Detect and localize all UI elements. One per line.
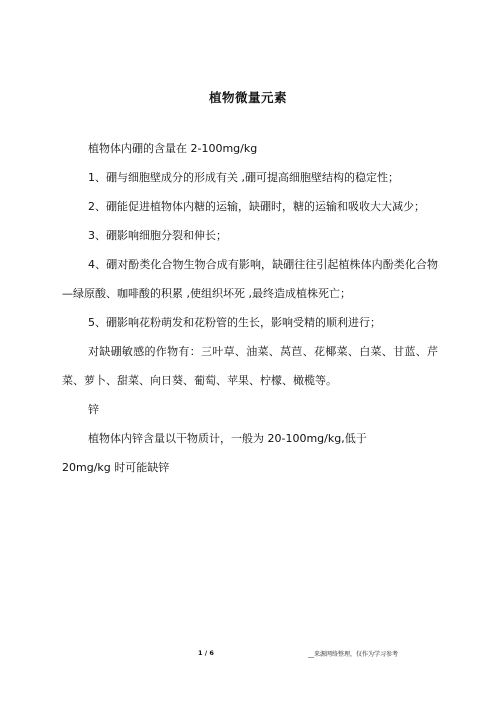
paragraph: 4、硼对酚类化合物生物合成有影响，缺硼往往引起植株体内酚类化合物—绿原酸、咖啡酸的积累 ,使组织坏死 ,最终造成植株死亡； bbox=[62, 258, 438, 300]
paragraph: 2、硼能促进植物体内糖的运输，缺硼时，糖的运输和吸收大大减少； bbox=[88, 200, 425, 213]
paragraph: 3、硼影响细胞分裂和伸长； bbox=[88, 229, 227, 242]
paragraph: 20mg/kg 时可能缺锌 bbox=[62, 461, 170, 474]
page-number: 1 / 6 bbox=[198, 649, 214, 657]
document-body bbox=[62, 134, 438, 482]
paragraph: 对缺硼敏感的作物有：三叶草、油菜、莴苣、花椰菜、白菜、甘蓝、芹菜、萝卜、甜菜、向日葵、葡萄、苹果、柠檬、橄榄等。 bbox=[62, 345, 438, 387]
document-title: 植物微量元素 bbox=[208, 90, 287, 105]
paragraph: 1、硼与细胞壁成分的形成有关 ,硼可提高细胞壁结构的稳定性； bbox=[88, 171, 399, 184]
paragraph: 植物体内硼的含量在 2-100mg/kg bbox=[88, 142, 258, 155]
page-footer bbox=[0, 649, 496, 661]
footer-note: __来源网络整理，仅作为学习参考 bbox=[308, 651, 399, 658]
paragraph: 植物体内锌含量以干物质计，一般为 20-100mg/kg,低于 bbox=[88, 432, 367, 445]
section-heading: 锌 bbox=[88, 403, 99, 416]
paragraph: 5、硼影响花粉萌发和花粉管的生长，影响受精的顺利进行； bbox=[88, 316, 381, 329]
